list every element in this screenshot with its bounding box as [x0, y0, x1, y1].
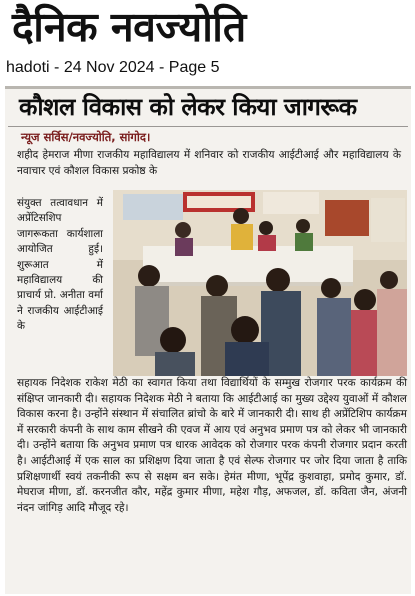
newspaper-title: दैनिक नवज्योति [12, 3, 246, 51]
event-photo [113, 190, 407, 376]
article-byline: न्यूज सर्विस/नवज्योति, सांगोद। [21, 130, 151, 144]
article-headline: कौशल विकास को लेकर किया जागरूक [19, 93, 357, 121]
clipping-top-border [5, 86, 411, 89]
article-paragraph-body: सहायक निदेशक राकेश मेठी का स्वागत किया तथा विद्यार्थियों के सम्मुख रोजगार परक कार्यक्रम की संक्षिप्त जानकारी दी। सहायक निदेशक मेठी ने बताया कि आईटीआई का मुख्य उद्देश्य युवाओं में कौशल विकास करना है। उन्होंने संस्थान में संचालित ब्रांचो के बारे में जानकारी दी। साथ ही अप्रेंटिशिप कार्यक्रम में सरकारी कंपनी के साथ काम सीखने की एवज में आय एवं अनुभव प्रमाण पत्र को लेकर भी जानकारी दी। उन्होंने बताया कि अनुभव प्रमाण पत्र धारक आवेदक को रोजगार परक कंपनी रोजगार प्रदान करती है। आईटीआई में एक साल का प्रशिक्षण दिया जाता है एवं सेल्फ रोजगार पर जोर दिया जाता है ताकि प्रशिक्षणार्थी स्वयं तकनीकी रूप से सक्षम बन सके। हेमंत मीणा, भूपेंद्र कुशवाहा, प्रमोद कुमार, डॉ. मेघराज मीणा, डॉ. करनजीत कौर, महेंद्र कुमार मीणा, महेश गौड़, अफजल, डॉ. कविता जैन, अंजनी नंदन जांगिड़ आदि मौजूद रहे। [17, 377, 407, 514]
masthead [12, 2, 407, 60]
event-photo-illustration [113, 190, 407, 376]
edition-dateline: hadoti - 24 Nov 2024 - Page 5 [6, 59, 220, 76]
news-clipping [5, 86, 411, 594]
article-paragraph-side: संयुक्त तत्वावधान में अप्रेंटिसशिप जागरूकता कार्यशाला आयोजित हुई। शुरूआत में महाविद्यालय की प्राचार्य प्रो. अनीता वर्मा ने राजकीय आईटीआई के [17, 197, 103, 333]
article-paragraph-intro: शहीद हेमराज मीणा राजकीय महाविद्यालय में शनिवार को राजकीय आईटीआई और महाविद्यालय के नवाचार एवं कौशल विकास प्रकोष्ठ के [17, 149, 401, 177]
headline-divider [8, 126, 408, 127]
